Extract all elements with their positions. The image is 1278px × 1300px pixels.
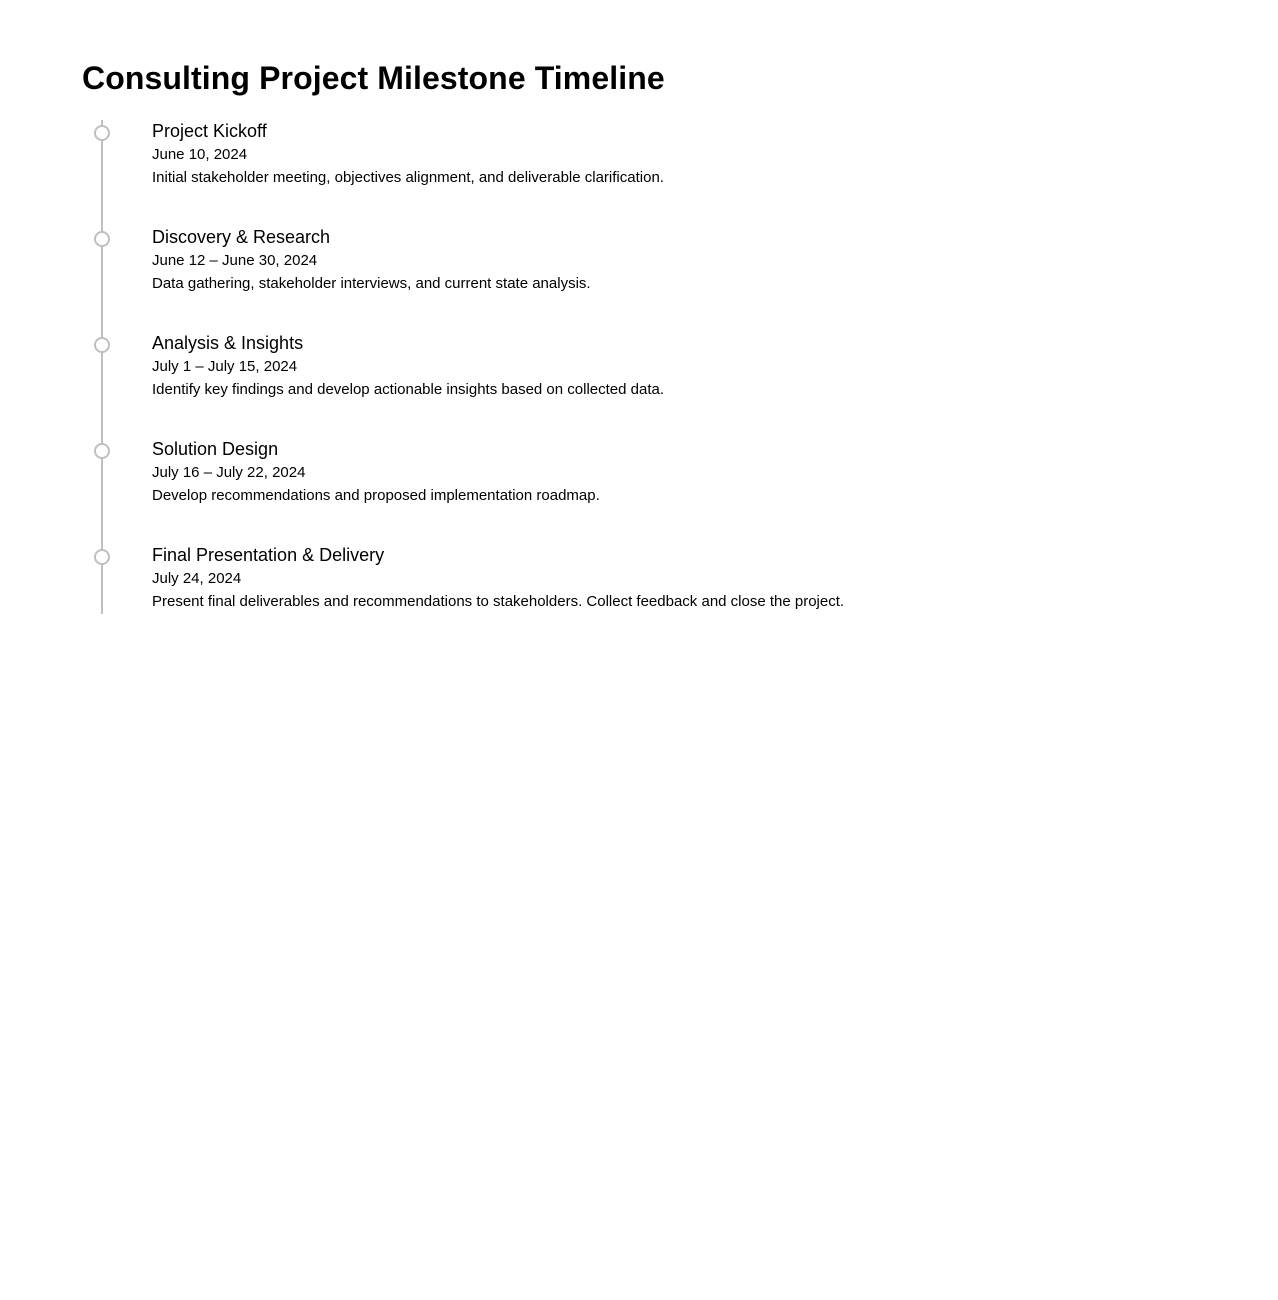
milestone-item xyxy=(82,544,1082,650)
milestone-title: Discovery & Research xyxy=(152,227,331,247)
milestone-description: Present final deliverables and recommendations to stakeholders. Collect feedback and close the project. xyxy=(152,593,845,610)
milestone-date: June 10, 2024 xyxy=(152,146,248,163)
milestone-description: Initial stakeholder meeting, objectives alignment, and deliverable clarification. xyxy=(152,169,664,186)
milestone-content xyxy=(152,226,591,293)
milestone-content xyxy=(152,332,664,399)
milestone-description: Develop recommendations and proposed implementation roadmap. xyxy=(152,487,600,504)
milestone-title: Final Presentation & Delivery xyxy=(152,545,385,565)
milestone-content xyxy=(152,120,664,187)
milestone-date: July 1 – July 15, 2024 xyxy=(152,358,298,375)
milestone-marker-icon xyxy=(94,231,110,247)
milestone-date: July 16 – July 22, 2024 xyxy=(152,464,306,481)
milestone-item xyxy=(82,226,1082,332)
milestone-date: June 12 – June 30, 2024 xyxy=(152,252,318,269)
milestone-title: Solution Design xyxy=(152,439,279,459)
milestone-timeline xyxy=(82,120,1082,650)
milestone-description: Data gathering, stakeholder interviews, and current state analysis. xyxy=(152,275,591,292)
milestone-item xyxy=(82,120,1082,226)
milestone-item xyxy=(82,332,1082,438)
milestone-item xyxy=(82,438,1082,544)
page-title: Consulting Project Milestone Timeline xyxy=(82,60,665,96)
milestone-description: Identify key findings and develop actionable insights based on collected data. xyxy=(152,381,665,398)
milestone-marker-icon xyxy=(94,549,110,565)
milestone-marker-icon xyxy=(94,443,110,459)
milestone-marker-icon xyxy=(94,125,110,141)
milestone-title: Analysis & Insights xyxy=(152,333,304,353)
milestone-title: Project Kickoff xyxy=(152,121,267,141)
milestone-date: July 24, 2024 xyxy=(152,570,242,587)
milestone-content xyxy=(152,544,844,611)
milestone-marker-icon xyxy=(94,337,110,353)
milestone-content xyxy=(152,438,600,505)
